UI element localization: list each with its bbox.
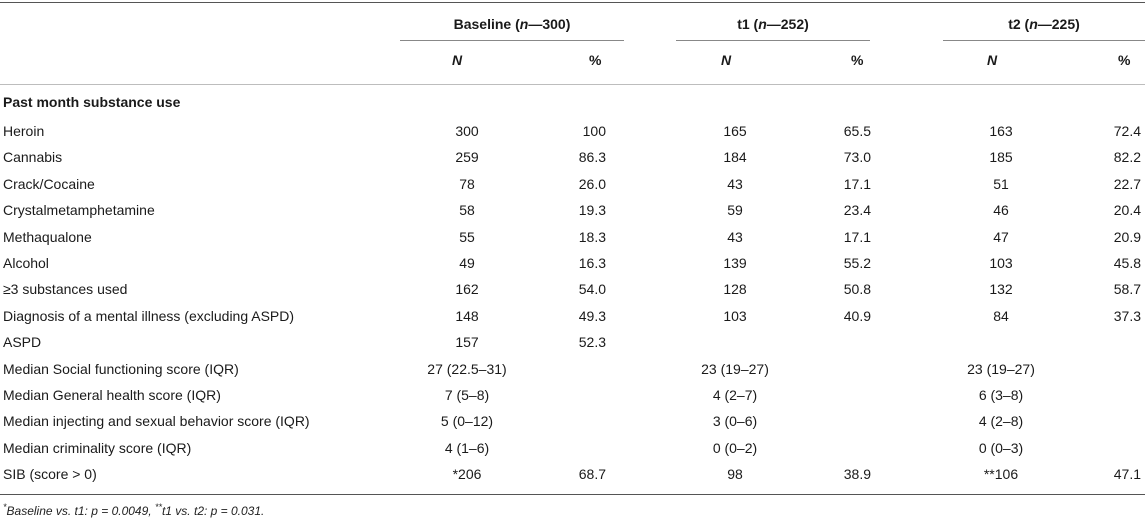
cell-t2-n: 132: [989, 281, 1013, 298]
table-row: [0, 356, 1145, 382]
cell-b-p: 49.3: [578, 307, 606, 324]
cell-b-n: 162: [455, 281, 479, 298]
cell-t2-p: 82.2: [1113, 149, 1141, 166]
cell-b-p: 18.3: [578, 228, 606, 245]
cell-b-p: 26.0: [578, 175, 606, 192]
cell-t1-p: 17.1: [843, 228, 871, 245]
cell-t1-n: 3 (0–6): [712, 413, 758, 430]
cell-t2-n: 185: [989, 149, 1013, 166]
table-row: [0, 435, 1145, 461]
table-row: [0, 118, 1145, 144]
row-label: Median injecting and sexual behavior score (IQR): [3, 413, 310, 430]
cell-t1-p: 65.5: [843, 123, 871, 139]
cell-t2-n: 47: [993, 228, 1009, 245]
cell-t2-n: 103: [989, 255, 1013, 271]
row-label: Methaqualone: [3, 228, 92, 245]
section-title: Past month substance use: [3, 94, 181, 110]
row-label: Alcohol: [3, 255, 49, 271]
cell-b-n: *206: [452, 466, 482, 483]
cell-b-n: 4 (1–6): [444, 439, 490, 456]
header-t2: t2 (n—225): [1008, 16, 1080, 32]
cell-t2-p: 20.4: [1113, 202, 1141, 219]
cell-t1-p: 40.9: [843, 307, 871, 324]
table-row: [0, 276, 1145, 302]
cell-b-n: 55: [459, 228, 475, 245]
cell-t2-n: 46: [993, 202, 1009, 219]
cell-t1-n: 103: [723, 307, 747, 324]
header-t1-underline: [676, 40, 870, 41]
cell-t1-n: 23 (19–27): [701, 360, 769, 377]
table-row: [0, 382, 1145, 408]
row-label: Heroin: [3, 123, 45, 139]
cell-b-n: 148: [455, 307, 479, 324]
cell-t2-p: 37.3: [1113, 307, 1141, 324]
header-baseline-underline: [400, 40, 624, 41]
table-row: [0, 408, 1145, 434]
cell-t2-n: 51: [993, 175, 1009, 192]
row-label: ASPD: [3, 334, 42, 351]
row-label: Median General health score (IQR): [3, 387, 221, 403]
cell-t1-p: 73.0: [843, 149, 871, 166]
cell-t2-p: 72.4: [1113, 123, 1141, 139]
table-row: [0, 197, 1145, 223]
row-label: SIB (score > 0): [3, 466, 97, 483]
header-t2-underline: [943, 40, 1145, 41]
cell-b-n: 259: [455, 149, 479, 166]
cell-t2-p: 45.8: [1113, 255, 1141, 271]
row-label: Diagnosis of a mental illness (excluding ASPD): [3, 307, 295, 324]
row-label: Median criminality score (IQR): [3, 439, 192, 456]
subheader-baseline-n: N: [452, 52, 463, 68]
cell-t1-n: 128: [723, 281, 747, 298]
header-rule: [0, 84, 1145, 85]
table-row: [0, 144, 1145, 170]
header-baseline: Baseline (n—300): [453, 16, 571, 32]
cell-b-p: 68.7: [578, 466, 606, 483]
cell-t2-n: 84: [993, 307, 1009, 324]
cell-t2-n: 6 (3–8): [978, 387, 1024, 403]
table-row: [0, 171, 1145, 197]
cell-b-p: 54.0: [578, 281, 606, 298]
cell-t2-p: 47.1: [1113, 466, 1141, 483]
row-label: ≥3 substances used: [3, 281, 128, 298]
table-footnote: *Baseline vs. t1: p = 0.0049, **t1 vs. t2: p = 0.031.: [3, 502, 265, 518]
subheader-t1-pct: %: [851, 52, 864, 68]
cell-t1-n: 43: [727, 228, 743, 245]
row-label: Cannabis: [3, 149, 63, 166]
cell-b-n: 78: [459, 175, 475, 192]
row-label: Crack/Cocaine: [3, 175, 95, 192]
subheader-baseline-pct: %: [589, 52, 602, 68]
subheader-t1-n: N: [721, 52, 732, 68]
cell-t2-p: 58.7: [1113, 281, 1141, 298]
cell-t1-p: 50.8: [843, 281, 871, 298]
cell-b-n: 5 (0–12): [440, 413, 494, 430]
cell-b-n: 300: [455, 123, 479, 139]
cell-t2-p: 22.7: [1113, 175, 1141, 192]
table-row: [0, 303, 1145, 329]
cell-t2-n: 23 (19–27): [967, 360, 1035, 377]
cell-b-p: 100: [582, 123, 606, 139]
cell-b-n: 27 (22.5–31): [427, 360, 507, 377]
cell-t1-n: 4 (2–7): [712, 387, 758, 403]
cell-b-n: 58: [459, 202, 475, 219]
table-row: [0, 250, 1145, 276]
cell-t1-p: 55.2: [843, 255, 871, 271]
cell-t1-p: 23.4: [843, 202, 871, 219]
cell-t2-n: 4 (2–8): [978, 413, 1024, 430]
table-row: [0, 329, 1145, 355]
row-label: Crystalmetamphetamine: [3, 202, 155, 219]
table-row: [0, 224, 1145, 250]
row-label: Median Social functioning score (IQR): [3, 360, 239, 377]
cell-b-n: 49: [459, 255, 475, 271]
cell-t1-n: 59: [727, 202, 743, 219]
cell-b-p: 52.3: [578, 334, 606, 351]
cell-t1-n: 0 (0–2): [712, 439, 758, 456]
cell-t2-n: 0 (0–3): [978, 439, 1024, 456]
cell-b-n: 7 (5–8): [444, 387, 490, 403]
table-row: [0, 461, 1145, 487]
cell-b-p: 86.3: [578, 149, 606, 166]
cell-t1-n: 184: [723, 149, 747, 166]
cell-t1-p: 17.1: [843, 175, 871, 192]
cell-b-p: 19.3: [578, 202, 606, 219]
table-top-rule: [0, 2, 1145, 3]
cell-b-n: 157: [455, 334, 479, 351]
subheader-t2-n: N: [987, 52, 998, 68]
cell-t2-n: **106: [983, 466, 1019, 483]
header-t1: t1 (n—252): [737, 16, 809, 32]
cell-t1-n: 139: [723, 255, 747, 271]
cell-t1-n: 165: [723, 123, 747, 139]
cell-t2-p: 20.9: [1113, 228, 1141, 245]
subheader-t2-pct: %: [1118, 52, 1131, 68]
cell-t1-p: 38.9: [843, 466, 871, 483]
cell-t1-n: 43: [727, 175, 743, 192]
cell-t2-n: 163: [989, 123, 1013, 139]
cell-b-p: 16.3: [578, 255, 606, 271]
cell-t1-n: 98: [727, 466, 743, 483]
table-bottom-rule: [0, 494, 1145, 495]
